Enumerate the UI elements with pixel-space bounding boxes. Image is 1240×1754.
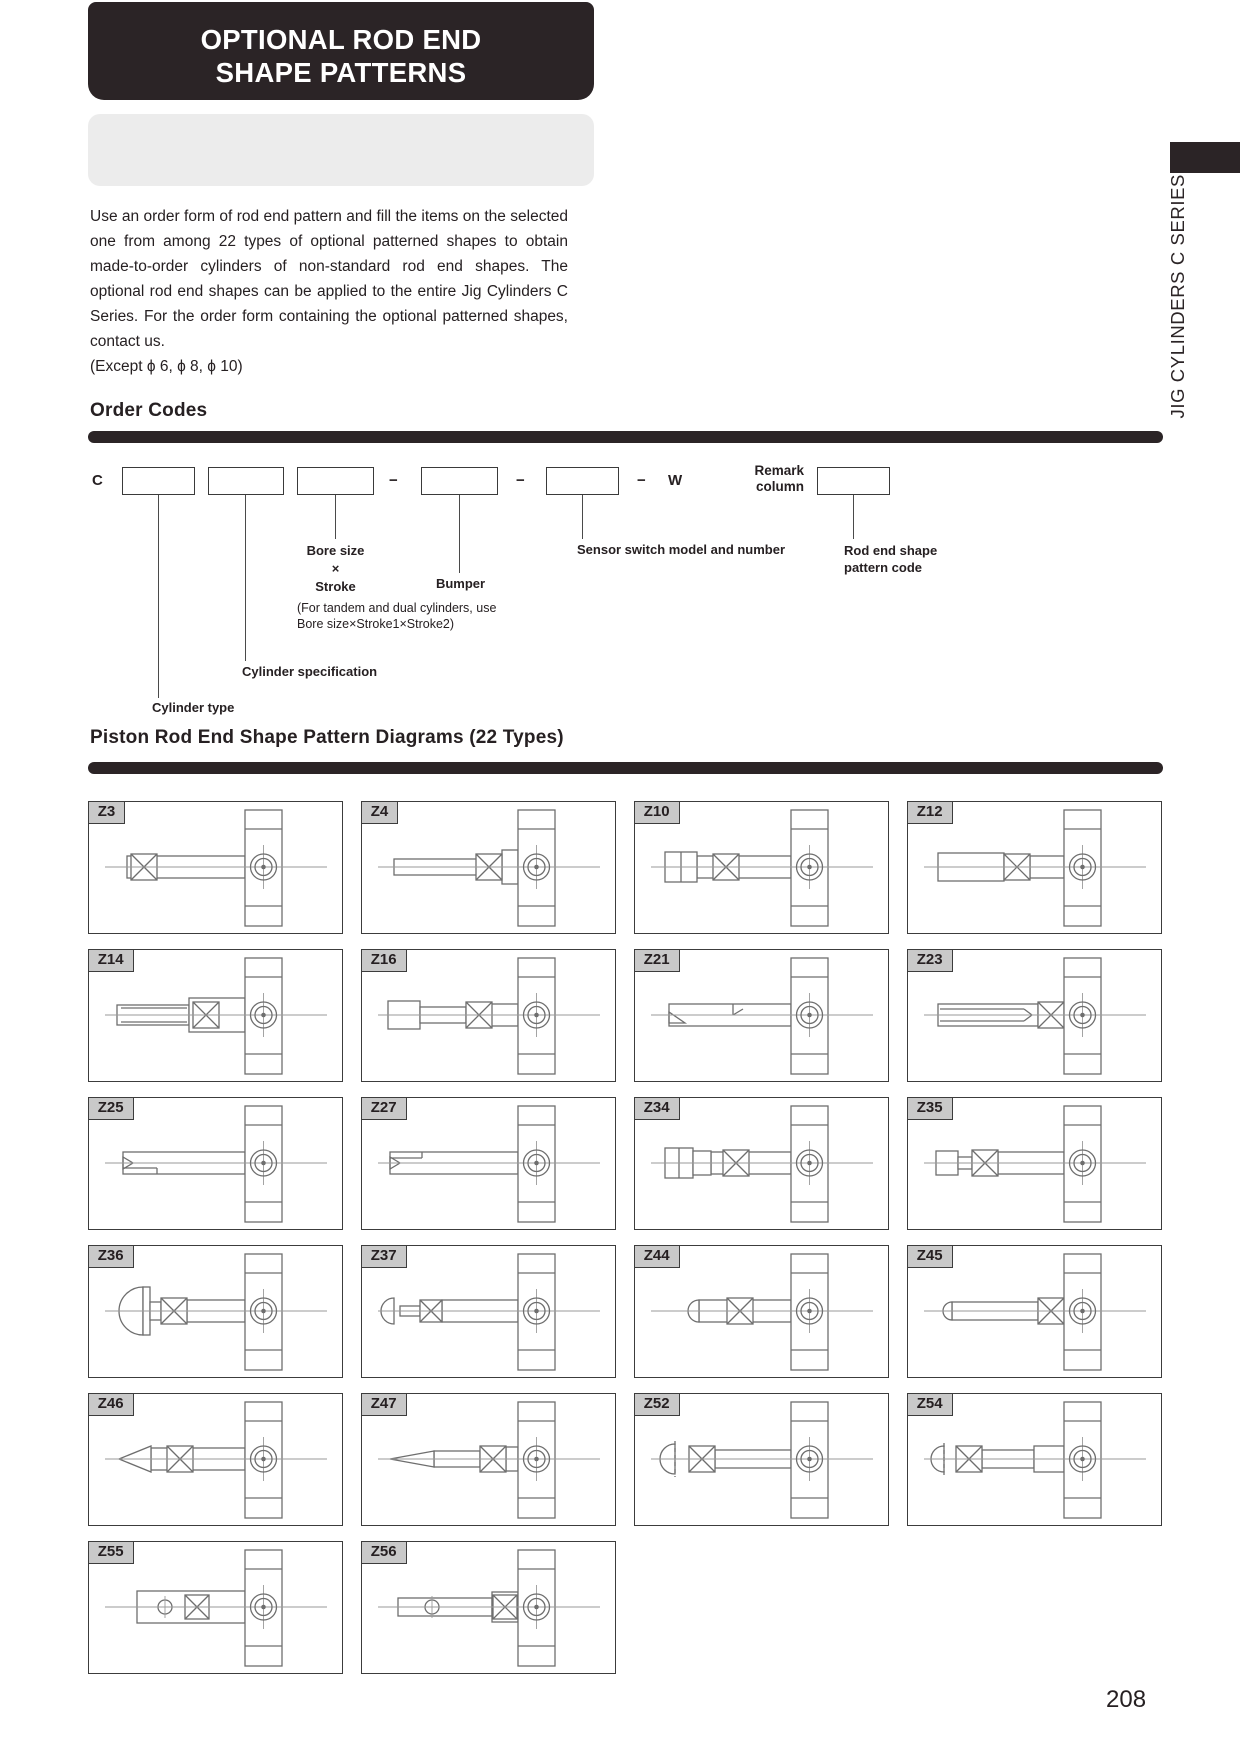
pattern-label: Z10 <box>634 801 680 824</box>
page-title-line2: SHAPE PATTERNS <box>215 57 467 88</box>
pattern-label: Z3 <box>88 801 126 824</box>
pattern-diagrams-heading: Piston Rod End Shape Pattern Diagrams (22 Types) <box>90 727 564 748</box>
rod-end-diagram <box>362 802 615 933</box>
pattern-label: Z36 <box>88 1245 134 1268</box>
order-code-box-rod-end-pattern <box>817 467 890 495</box>
sensor-label: Sensor switch model and number <box>577 542 786 557</box>
order-code-box-cylinder-spec <box>208 467 284 495</box>
page-number: 208 <box>1106 1686 1147 1713</box>
connector-line <box>158 495 159 698</box>
pattern-cell-z14 <box>88 949 343 1082</box>
rod-end-diagram <box>89 802 342 933</box>
pattern-label: Z12 <box>907 801 953 824</box>
cylinder-spec-label: Cylinder specification <box>242 664 378 679</box>
pattern-cell-z37 <box>361 1245 616 1378</box>
order-code-box-sensor <box>546 467 619 495</box>
pattern-cell-z12 <box>907 801 1162 934</box>
connector-line <box>245 495 246 661</box>
remark-line2: column <box>755 479 804 494</box>
pattern-cell-z45 <box>907 1245 1162 1378</box>
series-side-label: JIG CYLINDERS C SERIES <box>1167 174 1188 419</box>
cylinder-type-label: Cylinder type <box>152 700 235 715</box>
tandem-note-line1: (For tandem and dual cylinders, use <box>297 601 497 615</box>
rod-end-label-line2: pattern code <box>844 560 923 575</box>
pattern-cell-z47 <box>361 1393 616 1526</box>
connector-line <box>459 495 460 573</box>
order-code-diagram <box>88 462 1163 717</box>
pattern-cell-z4 <box>361 801 616 934</box>
pattern-label: Z14 <box>88 949 134 972</box>
pattern-label: Z21 <box>634 949 680 972</box>
pattern-label: Z35 <box>907 1097 953 1120</box>
intro-exception: (Except ϕ 6, ϕ 8, ϕ 10) <box>90 358 243 375</box>
pattern-label: Z54 <box>907 1393 953 1416</box>
pattern-cell-z16 <box>361 949 616 1082</box>
pattern-label: Z44 <box>634 1245 680 1268</box>
pattern-label: Z27 <box>361 1097 407 1120</box>
pattern-label: Z34 <box>634 1097 680 1120</box>
edge-index-tab <box>1170 142 1240 173</box>
order-code-prefix: C <box>92 472 103 489</box>
pattern-label: Z4 <box>361 801 399 824</box>
order-code-separator: − <box>516 472 525 489</box>
intro-block <box>90 204 568 379</box>
stroke-label: Stroke <box>315 579 356 594</box>
pattern-label: Z16 <box>361 949 407 972</box>
pattern-label: Z37 <box>361 1245 407 1268</box>
times-sign: × <box>331 561 340 576</box>
pattern-label: Z25 <box>88 1097 134 1120</box>
pattern-cell-z44 <box>634 1245 889 1378</box>
connector-line <box>582 495 583 539</box>
pattern-cell-z54 <box>907 1393 1162 1526</box>
order-code-box-bumper <box>421 467 498 495</box>
pattern-cell-z27 <box>361 1097 616 1230</box>
page-title-line1: OPTIONAL ROD END <box>200 24 482 55</box>
bore-size-label: Bore size <box>306 543 365 558</box>
section-divider-bar <box>88 762 1163 774</box>
bumper-label: Bumper <box>435 576 486 591</box>
order-code-suffix: W <box>668 472 683 489</box>
page-title-banner <box>88 2 594 100</box>
pattern-cell-z35 <box>907 1097 1162 1230</box>
order-code-separator: − <box>389 472 398 489</box>
pattern-cell-z21 <box>634 949 889 1082</box>
bore-stroke-label <box>288 542 383 596</box>
pattern-cell-z55 <box>88 1541 343 1674</box>
pattern-cell-z34 <box>634 1097 889 1230</box>
pattern-label: Z23 <box>907 949 953 972</box>
pattern-grid <box>88 801 1162 1674</box>
pattern-label: Z52 <box>634 1393 680 1416</box>
pattern-label: Z47 <box>361 1393 407 1416</box>
pattern-cell-z23 <box>907 949 1162 1082</box>
pattern-cell-z25 <box>88 1097 343 1230</box>
order-code-box-cylinder-type <box>122 467 195 495</box>
pattern-label: Z46 <box>88 1393 134 1416</box>
subtitle-placeholder-box <box>88 114 594 186</box>
remark-line1: Remark <box>754 463 804 478</box>
pattern-cell-z10 <box>634 801 889 934</box>
pattern-cell-z52 <box>634 1393 889 1526</box>
remark-column-label <box>718 463 804 495</box>
tandem-note-line2: Bore size×Stroke1×Stroke2) <box>297 617 455 631</box>
pattern-label: Z56 <box>361 1541 407 1564</box>
connector-line <box>853 495 854 539</box>
intro-paragraph: Use an order form of rod end pattern and fill the items on the selected one from among 22 types of optional patterned shapes to obtain made-to-order cylinders of non-standard rod end shapes. The optional rod end shapes can be applied to the entire Jig Cylinders C Series. For the order form containing the optional patterned shapes, contact us. <box>90 208 568 350</box>
pattern-label: Z45 <box>907 1245 953 1268</box>
section-divider-bar <box>88 431 1163 443</box>
order-code-separator: − <box>637 472 646 489</box>
tandem-note <box>297 600 496 632</box>
pattern-cell-z56 <box>361 1541 616 1674</box>
order-codes-heading: Order Codes <box>90 400 208 421</box>
rod-end-pattern-label <box>844 542 937 576</box>
connector-line <box>335 495 336 539</box>
pattern-cell-z3 <box>88 801 343 934</box>
pattern-label: Z55 <box>88 1541 134 1564</box>
rod-end-label-line1: Rod end shape <box>844 543 938 558</box>
pattern-cell-z36 <box>88 1245 343 1378</box>
order-code-box-bore-stroke <box>297 467 374 495</box>
pattern-cell-z46 <box>88 1393 343 1526</box>
